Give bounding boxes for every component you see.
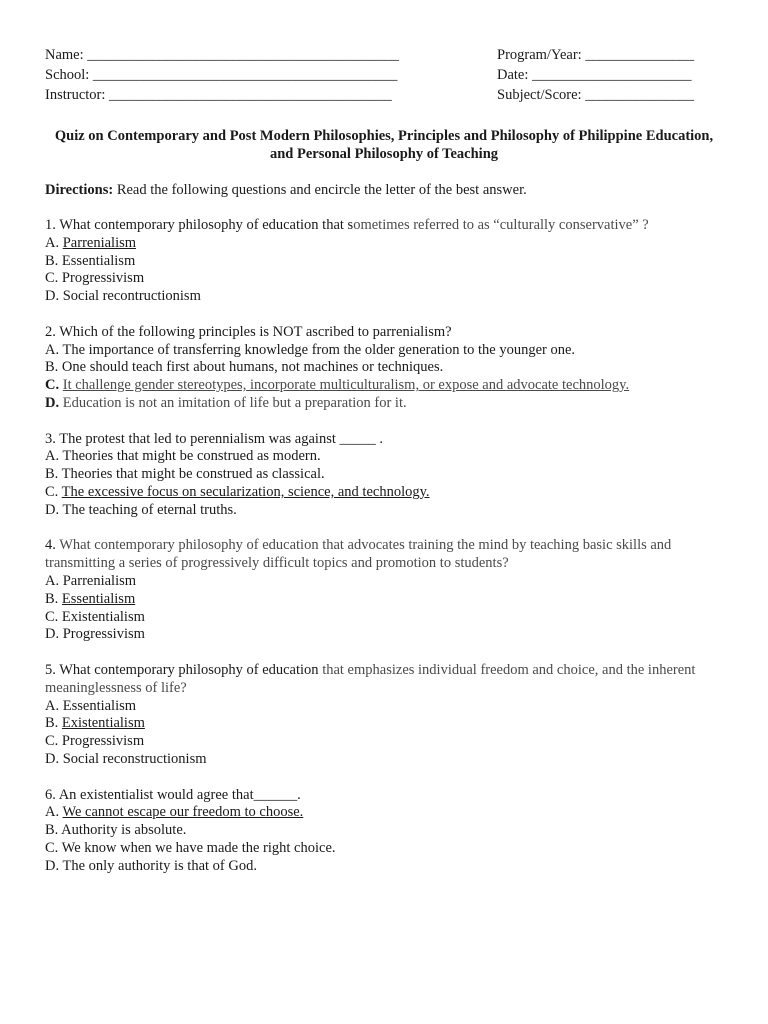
option-text: The importance of transferring knowledge from the older generation to the younger one. <box>62 341 576 358</box>
question-stem-text-cont: ometimes referred to as “culturally conservative” ? <box>353 217 649 233</box>
option-d[interactable] <box>45 858 725 876</box>
option-letter: C. <box>45 270 62 287</box>
option-letter: D. <box>45 501 63 518</box>
option-letter: C. <box>45 608 62 625</box>
question-stem-text: 5. What contemporary philosophy of education <box>45 661 323 678</box>
option-d[interactable] <box>45 751 725 769</box>
option-c[interactable] <box>45 377 725 395</box>
option-text: One should teach first about humans, not machines or techniques. <box>61 359 444 376</box>
question-stem-text: 1. What contemporary philosophy of education that s <box>45 217 354 233</box>
option-text: We cannot escape our freedom to choose. <box>62 804 304 821</box>
option-letter: B. <box>45 822 62 839</box>
header-row-1 <box>45 47 725 67</box>
option-letter: B. <box>45 466 62 483</box>
option-letter: C. <box>45 483 62 500</box>
option-a[interactable] <box>45 235 725 253</box>
option-letter: D. <box>45 750 63 767</box>
option-text: Existentialism <box>61 608 145 625</box>
option-a[interactable] <box>45 804 725 822</box>
option-c[interactable] <box>45 609 725 627</box>
option-letter: B. <box>45 252 62 269</box>
option-c[interactable] <box>45 270 725 288</box>
option-text: Theories that might be construed as modern. <box>62 448 321 465</box>
option-letter: D. <box>45 394 63 411</box>
option-text: Education is not an imitation of life but a preparation for it. <box>62 394 407 411</box>
option-text: Essentialism <box>62 697 137 714</box>
option-text: It challenge gender stereotypes, incorporate multiculturalism, or expose and advocate technology. <box>62 377 630 394</box>
option-text: The teaching of eternal truths. <box>62 501 237 518</box>
option-text: Social recontructionism <box>62 288 201 305</box>
option-letter: C. <box>45 377 63 394</box>
option-d[interactable] <box>45 288 725 306</box>
option-text: Essentialism <box>61 252 136 269</box>
option-c[interactable] <box>45 484 725 502</box>
option-letter: C. <box>45 733 62 750</box>
option-letter: A. <box>45 448 63 465</box>
option-c[interactable] <box>45 840 725 858</box>
question-stem <box>45 217 725 235</box>
option-text: The only authority is that of God. <box>62 857 257 874</box>
option-b[interactable] <box>45 466 725 484</box>
option-text: Essentialism <box>61 590 136 607</box>
option-text: Social reconstructionism <box>62 750 207 767</box>
option-a[interactable] <box>45 573 725 591</box>
program-year-field[interactable]: Program/Year: _______________ <box>497 47 695 63</box>
date-field[interactable]: Date: ______________________ <box>497 67 692 83</box>
question-2 <box>45 324 725 413</box>
option-text: Progressivism <box>61 270 145 287</box>
question-number: 4. <box>45 537 60 554</box>
option-letter: A. <box>45 697 63 714</box>
option-letter: B. <box>45 715 62 732</box>
option-letter: A. <box>45 804 63 821</box>
option-letter: D. <box>45 288 63 305</box>
question-6 <box>45 787 725 876</box>
option-text: We know when we have made the right choice. <box>61 839 336 856</box>
question-stem: 3. The protest that led to perennialism was against _____ . <box>45 430 383 447</box>
option-d[interactable] <box>45 502 725 520</box>
question-1 <box>45 217 725 306</box>
option-a[interactable] <box>45 342 725 360</box>
option-d[interactable] <box>45 626 725 644</box>
subject-score-field[interactable]: Subject/Score: _______________ <box>497 87 694 103</box>
header-row-3 <box>45 87 725 107</box>
option-d[interactable] <box>45 395 725 413</box>
instructor-field[interactable]: Instructor: _______________________________________ <box>45 87 392 103</box>
question-3 <box>45 431 725 520</box>
option-b[interactable] <box>45 253 725 271</box>
quiz-title: Quiz on Contemporary and Post Modern Philosophies, Principles and Philosophy of Philippine Education, and Personal Philosophy of Teaching <box>54 128 714 162</box>
question-stem: 6. An existentialist would agree that______. <box>45 786 301 803</box>
question-5 <box>45 662 725 769</box>
option-text: Existentialism <box>61 715 145 732</box>
option-letter: A. <box>45 572 63 589</box>
directions-label: Directions: <box>45 182 114 198</box>
option-letter: A. <box>45 234 63 251</box>
option-b[interactable] <box>45 715 725 733</box>
option-b[interactable] <box>45 591 725 609</box>
option-b[interactable] <box>45 822 725 840</box>
question-stem <box>45 537 725 573</box>
option-text: Parrenialism <box>62 234 137 251</box>
option-text: Parrenialism <box>62 572 137 589</box>
question-stem <box>45 662 725 698</box>
option-letter: B. <box>45 359 62 376</box>
option-letter: A. <box>45 341 63 358</box>
option-letter: C. <box>45 839 62 856</box>
directions-text: Read the following questions and encircle the letter of the best answer. <box>113 182 527 198</box>
option-text: The excessive focus on secularization, science, and technology. <box>61 483 430 500</box>
name-field[interactable]: Name: ___________________________________________ <box>45 47 400 63</box>
school-field[interactable]: School: __________________________________________ <box>45 67 398 83</box>
option-text: Authority is absolute. <box>61 822 187 839</box>
question-stem-text-cont: that emphasizes individual freedom and choice, and the inherent meaninglessness of life? <box>45 661 696 696</box>
question-4 <box>45 537 725 644</box>
option-a[interactable] <box>45 448 725 466</box>
question-stem-text: What contemporary philosophy of education that advocates training the mind by teaching basic skills and transmitting a series of progressively difficult topics and promotion to students? <box>45 537 672 572</box>
question-list <box>45 217 725 893</box>
option-text: Progressivism <box>62 626 145 643</box>
option-b[interactable] <box>45 359 725 377</box>
directions <box>45 182 725 200</box>
option-letter: D. <box>45 857 63 874</box>
option-c[interactable] <box>45 733 725 751</box>
option-text: Theories that might be construed as classical. <box>61 466 325 483</box>
header-row-2 <box>45 67 725 87</box>
option-a[interactable] <box>45 698 725 716</box>
question-stem: 2. Which of the following principles is NOT ascribed to parrenialism? <box>45 323 452 340</box>
option-letter: B. <box>45 590 62 607</box>
option-text: Progressivism <box>61 733 145 750</box>
option-letter: D. <box>45 626 63 643</box>
student-info-header <box>45 47 725 107</box>
